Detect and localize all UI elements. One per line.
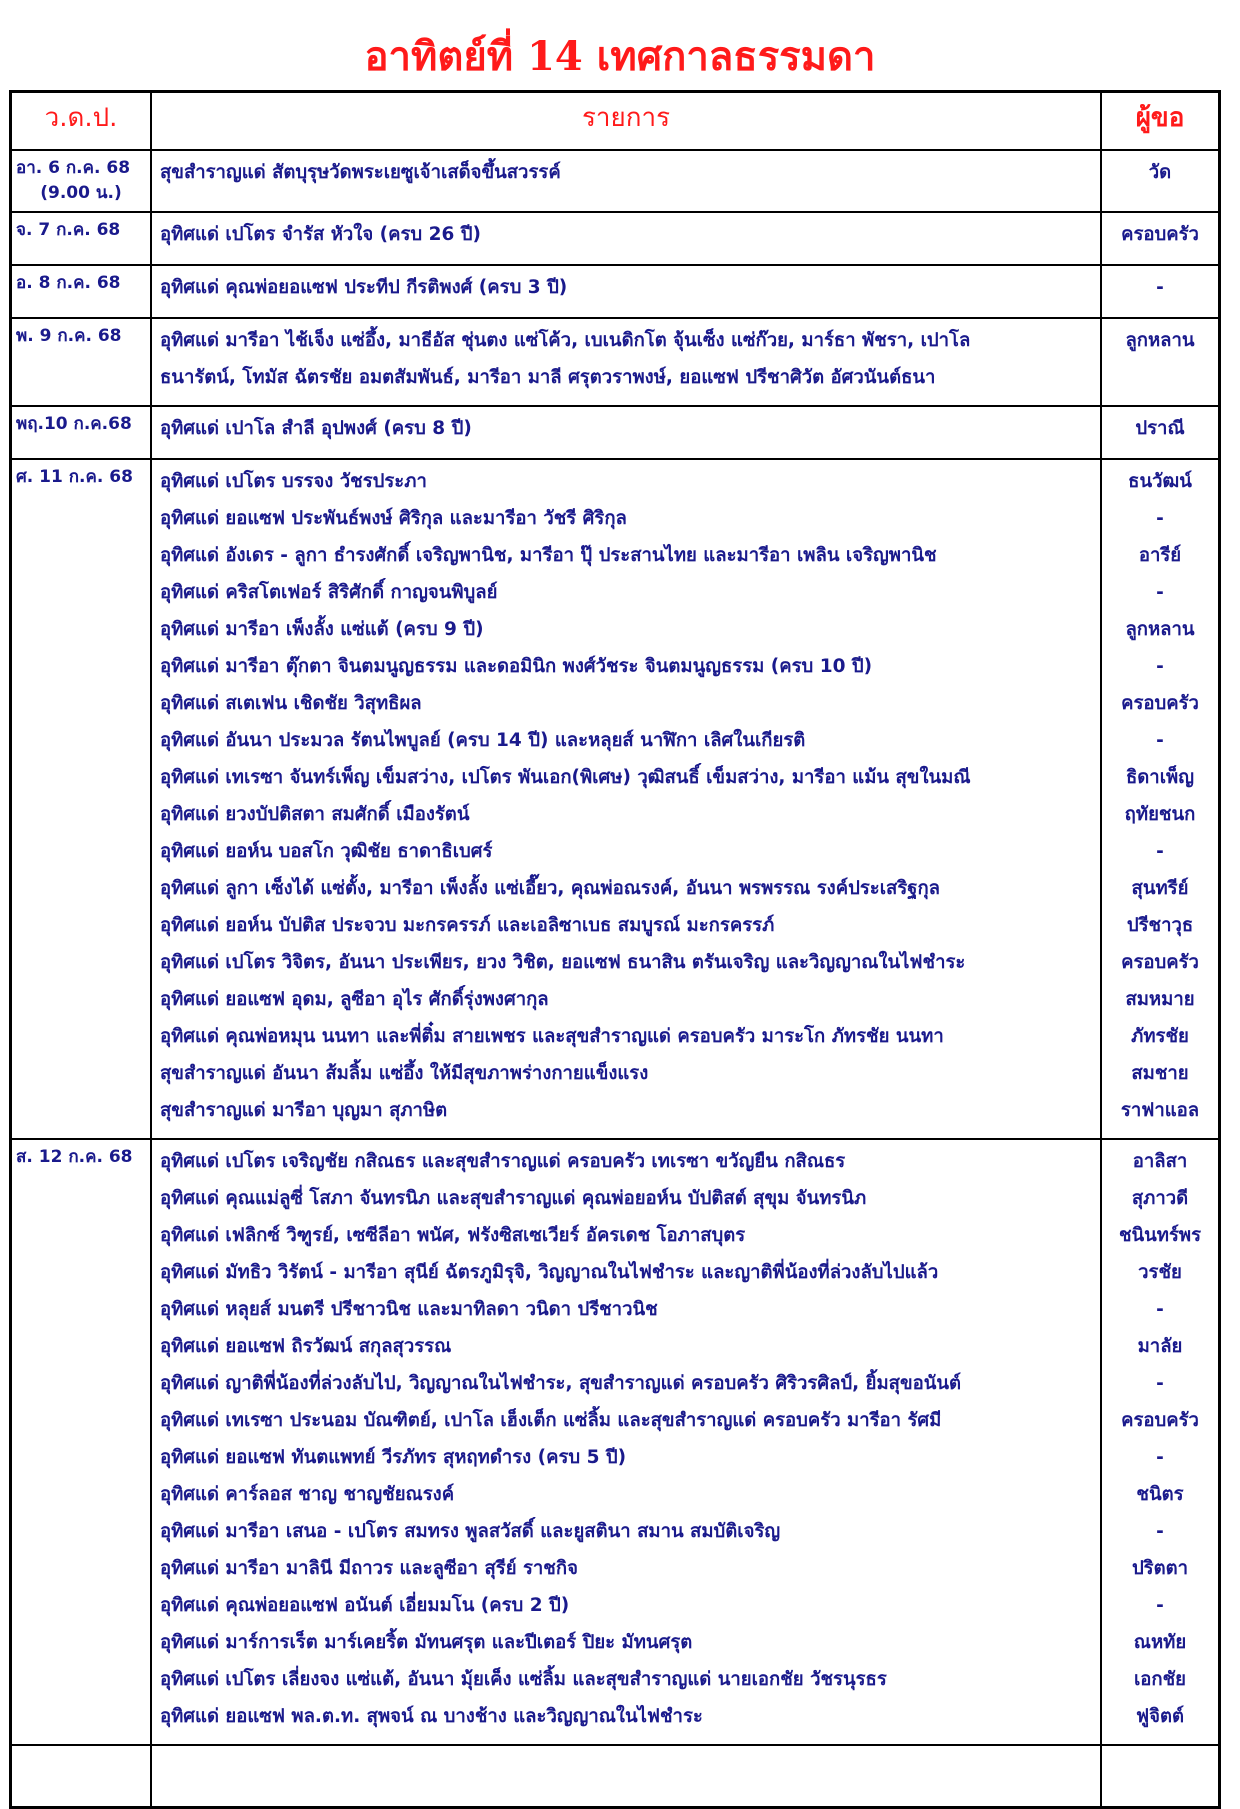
intention-line: อุทิศแด่ ลูกา เซ็งได้ แซ่ตั้ง, มารีอา เพ็งลั้ง แซ่เอี๊ยว, คุณพ่อณรงค์, อันนา พรพรรณ รงค์ประเสริฐกุล (160, 878, 941, 899)
intention-line: อุทิศแด่ คริสโตเฟอร์ สิริศักดิ์ กาญจนพิบูลย์ (160, 582, 498, 603)
table-row (12, 149, 1218, 211)
intention-line: ธนารัตน์, โทมัส ฉัตรชัย อมตสัมพันธ์, มารีอา มาลี ศรุตวราพงษ์, ยอแซฟ ปรีชาศิวัต อัศวนันต์ธนา (160, 367, 936, 388)
intention-line: อุทิศแด่ เปโตร บรรจง วัชรประภา (160, 471, 427, 492)
requester-line: ฤทัยชนก (1124, 804, 1196, 825)
intention-line: อุทิศแด่ หลุยส์ มนตรี ปรีชาวนิช และมาทิลดา วนิดา ปรีชาวนิช (160, 1299, 658, 1320)
intentions-table (9, 90, 1221, 1809)
table-row (12, 1138, 1218, 1744)
row-items (152, 1140, 1102, 1744)
intention-line: อุทิศแด่ เปโตร เจริญชัย กสิณธร และสุขสำราญแด่ ครอบครัว เทเรซา ขวัญยืน กสิณธร (160, 1151, 846, 1172)
requester-line: ลูกหลาน (1125, 619, 1195, 640)
page-title: อาทิตย์ที่ 14 เทศกาลธรรมดา (364, 33, 876, 80)
date-text: พฤ.10 ก.ค.68 (16, 414, 132, 434)
intention-line: อุทิศแด่ คุณพ่อยอแซฟ ประทีป กีรติพงศ์ (ครบ 3 ปี) (160, 277, 568, 298)
row-requesters (1102, 319, 1218, 405)
requester-line: ภัทรชัย (1131, 1026, 1189, 1047)
intention-line: อุทิศแด่ เทเรซา ประนอม บัณฑิตย์, เปาโล เฮ็งเต็ก แซ่ลิ้ม และสุขสำราญแด่ ครอบครัว มารีอา รัศมี (160, 1410, 942, 1431)
row-items (152, 151, 1102, 211)
date-text: ศ. 11 ก.ค. 68 (16, 467, 133, 487)
intention-line: อุทิศแด่ ยอห์น บัปติส ประจวบ มะกรครรภ์ และเอลิซาเบธ สมบูรณ์ มะกรครรภ์ (160, 915, 775, 936)
intention-line: อุทิศแด่ เปาโล สำลี อุปพงศ์ (ครบ 8 ปี) (160, 418, 472, 439)
intention-line: อุทิศแด่ ยอแซฟ อุดม, ลูซีอา อุไร ศักดิ์รุ่งพงศากุล (160, 989, 549, 1010)
intention-line: อุทิศแด่ สเตเฟน เชิดชัย วิสุทธิผล (160, 693, 422, 714)
row-requesters (1102, 460, 1218, 1138)
row-requesters (1102, 407, 1218, 458)
requester-line: - (1156, 1299, 1164, 1320)
intention-line: อุทิศแด่ ยอแซฟ ทันตแพทย์ วีรภัทร สุหฤทดำรง (ครบ 5 ปี) (160, 1447, 627, 1468)
requester-line: ณหทัย (1133, 1632, 1187, 1653)
intention-line: อุทิศแด่ มารีอา ตุ๊กตา จินตมนูญธรรม และดอมินิก พงศ์วัชระ จินตมนูญธรรม (ครบ 10 ปี) (160, 656, 873, 677)
requester-line: - (1156, 582, 1164, 603)
intention-line: อุทิศแด่ คุณแม่ลูซี่ โสภา จันทรนิภ และสุขสำราญแด่ คุณพ่อยอห์น บัปติสต์ สุขุม จันทรนิภ (160, 1188, 867, 1209)
row-date (12, 460, 152, 1138)
requester-line: - (1156, 508, 1164, 529)
intention-line: อุทิศแด่ เปโตร เลี่ยงจง แซ่แต้, อันนา มุ้ยเค็ง แซ่ลิ้ม และสุขสำราญแด่ นายเอกชัย วัชรนุรธร (160, 1669, 887, 1690)
row-date (12, 266, 152, 317)
intention-line: อุทิศแด่ คาร์ลอส ชาญ ชาญชัยณรงค์ (160, 1484, 455, 1505)
intention-line: อุทิศแด่ ยอแซฟ ถิรวัฒน์ สกุลสุวรรณ (160, 1336, 452, 1357)
requester-line: ธิดาเพ็ญ (1126, 767, 1194, 788)
header-date: ว.ด.ป. (12, 93, 152, 149)
date-text: (9.00 น.) (40, 183, 122, 203)
header-item: รายการ (152, 93, 1102, 149)
date-text: อา. 6 ก.ค. 68 (16, 158, 131, 178)
row-items (152, 319, 1102, 405)
requester-line: - (1156, 841, 1164, 862)
requester-line: ครอบครัว (1121, 693, 1199, 714)
requester-line: ปราณี (1135, 418, 1185, 439)
requester-line: - (1156, 656, 1164, 677)
date-text: อ. 8 ก.ค. 68 (16, 273, 121, 293)
row-items (152, 213, 1102, 264)
header-requester: ผู้ขอ (1135, 103, 1185, 133)
intention-line: อุทิศแด่ คุณพ่อยอแซฟ อนันต์ เอี่ยมมโน (ครบ 2 ปี) (160, 1595, 570, 1616)
requester-line: ฟูจิตต์ (1136, 1706, 1184, 1727)
table-row (12, 405, 1218, 458)
row-date (12, 1140, 152, 1744)
intention-line: สุขสำราญแด่ อันนา ส้มลิ้ม แซ่อึ้ง ให้มีสุขภาพร่างกายแข็งแรง (160, 1063, 649, 1084)
requester-line: ครอบครัว (1121, 224, 1199, 245)
requester-line: - (1156, 1521, 1164, 1542)
row-date (12, 407, 152, 458)
intention-line: อุทิศแด่ อันนา ประมวล รัตนไพบูลย์ (ครบ 14 ปี) และหลุยส์ นาฬิกา เลิศในเกียรติ (160, 730, 806, 751)
row-date (12, 151, 152, 211)
requester-line: มาลัย (1137, 1336, 1183, 1357)
row-items (152, 407, 1102, 458)
requester-line: เอกชัย (1133, 1669, 1187, 1690)
table-row (12, 264, 1218, 317)
requester-line: - (1156, 1447, 1164, 1468)
requester-line: วรชัย (1138, 1262, 1182, 1283)
row-requesters (1102, 1140, 1218, 1744)
table-row (12, 317, 1218, 405)
intention-line: อุทิศแด่ มัทธิว วิรัตน์ - มารีอา สุนีย์ ฉัตรภูมิรุจิ, วิญญาณในไฟชำระ และญาติพี่น้องที่ล่วงลับไปแล้ว (160, 1262, 939, 1283)
intention-line: อุทิศแด่ เปโตร วิจิตร, อันนา ประเพียร, ยวง วิชิต, ยอแซฟ ธนาสิน ตรันเจริญ และวิญญาณในไฟชำระ (160, 952, 966, 973)
date-text: จ. 7 ก.ค. 68 (16, 220, 121, 240)
requester-line: ปรีชาวุธ (1126, 915, 1194, 936)
requester-line: ชนินทร์พร (1118, 1225, 1202, 1246)
requester-line: สมชาย (1131, 1063, 1189, 1084)
intention-line: อุทิศแด่ มารีอา เพ็งลั้ง แซ่แต้ (ครบ 9 ปี) (160, 619, 484, 640)
requester-line: - (1156, 1373, 1164, 1394)
intention-line: อุทิศแด่ ญาติพี่น้องที่ล่วงลับไป, วิญญาณในไฟชำระ, สุขสำราญแด่ ครอบครัว ศิริวรศิลป์, ยิ้มสุขอนันต์ (160, 1373, 962, 1394)
row-requesters (1102, 266, 1218, 317)
intention-line: อุทิศแด่ ยอแซฟ พล.ต.ท. สุพจน์ ณ บางช้าง และวิญญาณในไฟชำระ (160, 1706, 703, 1727)
requester-line: - (1156, 1595, 1164, 1616)
requester-line: ลูกหลาน (1125, 330, 1195, 351)
intention-line: อุทิศแด่ มารีอา ไช้เจ็ง แซ่อึ้ง, มาธีอัส ชุ่นตง แซ่โค้ว, เบเนดิกโต จุ้นเซ็ง แซ่ก๊วย, มาร์ธา พัชรา, เปาโล (160, 330, 971, 351)
intention-line: สุขสำราญแด่ สัตบุรุษวัดพระเยซูเจ้าเสด็จขึ้นสวรรค์ (160, 162, 561, 183)
row-items (152, 266, 1102, 317)
requester-line: สุนทรีย์ (1131, 878, 1189, 899)
intention-line: อุทิศแด่ ยอห์น บอสโก วุฒิชัย ธาดาธิเบศร์ (160, 841, 493, 862)
intention-line: อุทิศแด่ มารีอา เสนอ - เปโตร สมทรง พูลสวัสดิ์ และยูสตินา สมาน สมบัติเจริญ (160, 1521, 781, 1542)
date-text: ส. 12 ก.ค. 68 (16, 1147, 133, 1167)
requester-line: อารีย์ (1138, 545, 1182, 566)
intention-line: อุทิศแด่ เปโตร จำรัส หัวใจ (ครบ 26 ปี) (160, 224, 481, 245)
empty-row (12, 1744, 1218, 1806)
requester-line: ธนวัฒน์ (1128, 471, 1192, 492)
intention-line: สุขสำราญแด่ มารีอา บุญมา สุภาษิต (160, 1100, 448, 1121)
requester-line: - (1156, 730, 1164, 751)
requester-line: สมหมาย (1125, 989, 1195, 1010)
intention-line: อุทิศแด่ อังเดร - ลูกา ธำรงศักดิ์ เจริญพานิช, มารีอา ปุ๊ ประสานไทย และมารีอา เพลิน เจริญพานิช (160, 545, 937, 566)
row-date (12, 213, 152, 264)
requester-line: วัด (1148, 162, 1172, 183)
requester-line: ครอบครัว (1121, 1410, 1199, 1431)
row-requesters (1102, 151, 1218, 211)
intention-line: อุทิศแด่ ยวงบัปติสตา สมศักดิ์ เมืองรัตน์ (160, 804, 470, 825)
requester-line: ปริตตา (1131, 1558, 1189, 1579)
intention-line: อุทิศแด่ มารีอา มาลินี มีถาวร และลูซีอา สุรีย์ ราชกิจ (160, 1558, 578, 1579)
requester-line: - (1156, 277, 1164, 298)
date-text: พ. 9 ก.ค. 68 (16, 326, 122, 346)
intention-line: อุทิศแด่ เฟลิกซ์ วิฑูรย์, เซซีลีอา พนัศ, ฟรังซิสเซเวียร์ อัครเดช โอภาสบุตร (160, 1225, 746, 1246)
row-items (152, 460, 1102, 1138)
requester-line: ชนิตร (1136, 1484, 1184, 1505)
table-header (12, 93, 1218, 149)
requester-line: ราฟาแอล (1120, 1100, 1200, 1121)
intention-line: อุทิศแด่ ยอแซฟ ประพันธ์พงษ์ ศิริกุล และมารีอา วัชรี ศิริกุล (160, 508, 627, 529)
table-row (12, 211, 1218, 264)
requester-line: อาลิสา (1132, 1151, 1188, 1172)
requester-line: สุภาวดี (1131, 1188, 1189, 1209)
requester-line: ครอบครัว (1121, 952, 1199, 973)
intention-line: อุทิศแด่ คุณพ่อหมุน นนทา และพี่ติ๋ม สายเพชร และสุขสำราญแด่ ครอบครัว มาระโก ภัทรชัย นนทา (160, 1026, 944, 1047)
intention-line: อุทิศแด่ มาร์การเร็ต มาร์เคยริ้ต มัทนศรุต และปีเตอร์ ปิยะ มัทนศรุต (160, 1632, 693, 1653)
row-requesters (1102, 213, 1218, 264)
table-row (12, 458, 1218, 1138)
row-date (12, 319, 152, 405)
intention-line: อุทิศแด่ เทเรซา จันทร์เพ็ญ เข็มสว่าง, เปโตร พันเอก(พิเศษ) วุฒิสนธิ์ เข็มสว่าง, มารีอา แม้น สุขในมณี (160, 767, 971, 788)
